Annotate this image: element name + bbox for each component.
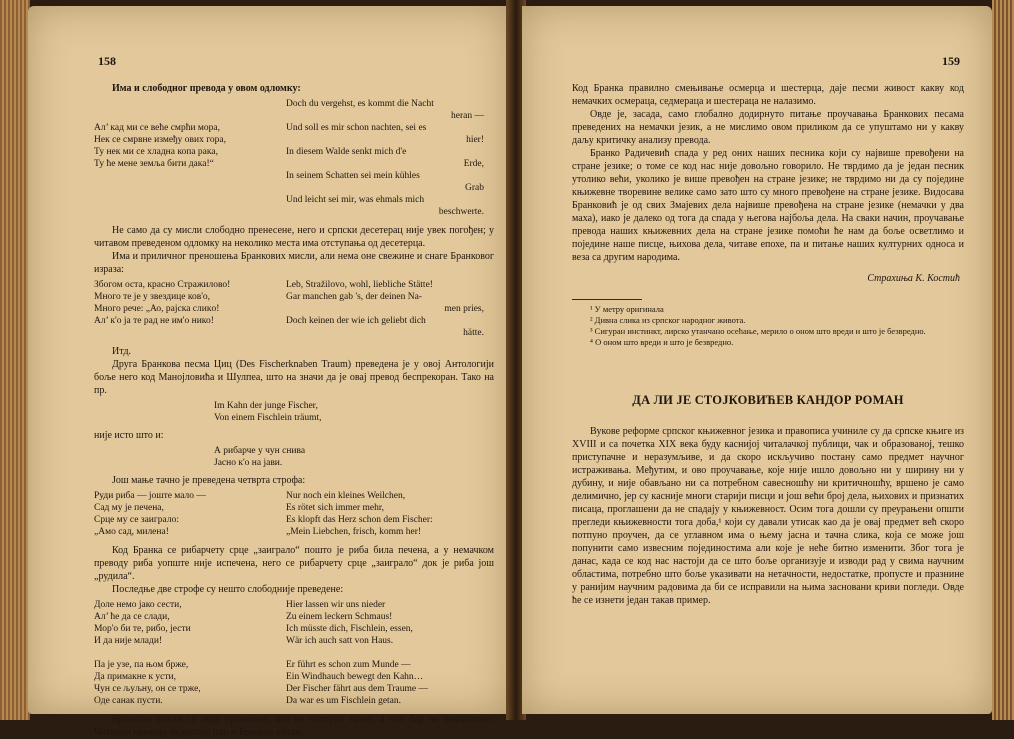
original-verse-column [94,490,286,538]
right-page-paragraphs [572,82,964,264]
verse-line: hier! [466,135,484,145]
verse-line: Von einem Fischlein träumt, [214,413,322,423]
footnote: ² Дивна слика из српског народног живота. [590,315,746,325]
right-page [522,6,992,714]
verse-line: Ту ће мене земља бити дака!“ [94,159,214,169]
verse-line: Доле немо јако сести, [94,600,182,610]
paragraph: Итд. [112,346,132,357]
paragraph: Бранко Радичевић спада у ред оних наших песника који су највише превођени на стране језике; о томе се код нас није довољно говорило. Не тврдимо да је један песник утолико већи, уколико је више превођен на стране језике; не тврдимо ни да су поједине књижевне творевине велике само зато што су много превођене на стране језике. Видосава Бранковић је од свих Змајевих дела највише превођена на стране језике (немачки у два маха), иако је далеко од тога да спада у његова најбоља дела. На сваки начин, проучавање превода наших књижевних дела на стране језике помоћи ће нам да боље осветлимо и поједине наше писце, њихова дела, читаве епохе, па и питање наших културних односа и веза са другим народима. [572,148,964,263]
verse-line: Wär ich auch satt von Haus. [286,636,394,646]
verse-line: Leb, Stražilovo, wohl, liebliche Stätte! [286,280,433,290]
verse-line [94,110,286,122]
verse-line: Es klopft das Herz schon dem Fischer: [286,515,433,525]
verse-line: Ein Windhauch bewegt den Kahn… [286,672,424,682]
poem-comparison [94,599,494,707]
poem-comparison [94,490,494,538]
left-page [28,6,508,738]
verse-line: „Mein Liebchen, frisch, komm her! [286,527,422,537]
verse-line: Па је узе, па њом брже, [94,660,189,670]
verse-line: Ich müsste dich, Fischlein, essen, [286,624,413,634]
paragraph: Има и приличног преношења Бранкових мисли, али нема оне свежине и снаге Бранковог израза: [94,251,494,275]
verse-line: Чун се љуљну, он се трже, [94,684,201,694]
right-page-content [572,82,964,607]
verse-line: А рибарче у чун снива [214,446,306,456]
translation-verse-column [286,279,494,339]
verse-line: Ал’ кад ми се веће смрћи мора, [94,123,221,133]
verse-line: Нек се смрвне између ових гора, [94,135,226,145]
verse-line: Nur noch ein kleines Weilchen, [286,491,406,501]
verse-line [286,647,494,659]
verse-line [94,182,286,194]
section-heading: Има и слободног превода у овом одломку: [112,83,301,94]
translation-verse-column [286,490,494,538]
verse-line: In diesem Walde senkt mich d'e [286,147,407,157]
page-number: 158 [98,54,116,68]
verse-line: beschwerte. [438,207,484,217]
quoted-verse [214,445,494,469]
translation-verse-column [286,599,494,707]
verse-line: heran — [451,111,484,121]
verse-line: Јасно к'о на јави. [214,458,283,468]
right-page-edges [992,0,1014,720]
verse-line: In seinem Schatten sei mein kühles [286,171,420,181]
verse-line: И да није млади! [94,636,163,646]
translation-verse-column [286,98,494,218]
footnotes [590,304,964,348]
paragraph: Последње две строфе су нешто слободније преведене: [112,584,344,595]
verse-line: Und soll es mir schon nachten, sei es [286,123,427,133]
paragraph: Бранкове мисли су овде пренесене, ако не потпуно тачно, а оно бар не некоректно. Читавом преводу недостаје још и Бранков ритам, [94,714,494,738]
paragraph: Код Бранка се рибарчету срце „заиграло“ пошто је риба била печена, а у немачком преводу риба уопште није испечена, него се рибарчету срце „заиграло“ док је риба још „рудила“. [94,545,494,582]
verse-line: Grab [465,183,484,193]
verse-line: Der Fischer fährt aus dem Traume — [286,684,428,694]
verse-line: Zu einem leckern Schmaus! [286,612,393,622]
verse-line: hätte. [463,328,484,338]
verse-line: Er führt es schon zum Munde — [286,660,411,670]
verse-line: Hier lassen wir uns nieder [286,600,386,610]
verse-line: Много те је у звездице ков'о, [94,292,211,302]
verse-line [94,647,286,659]
verse-line: Im Kahn der junge Fischer, [214,401,318,411]
verse-line [94,98,286,110]
article-title: ДА ЛИ ЈЕ СТОЈКОВИЋЕВ КАНДОР РОМАН [632,393,904,407]
footnote: ⁴ О оном што вреди и што је безвредно. [590,337,734,347]
verse-line [94,170,286,182]
quoted-verse [214,400,494,424]
paragraph: Код Бранка правилно смењивање осмерца и шестерца, даје песми живост какву код немачких осмераца, седмераца и шестераца не налазимо. [572,83,964,107]
verse-line: men pries, [444,304,484,314]
original-verse-column [94,98,286,218]
paragraph: Друга Бранкова песма Циц (Des Fischerknaben Traum) преведена је у овој Антологији боље него код Манојловића и Шулпеа, што на значи да је овај превод беспрекоран. Тако на пр. [94,359,494,396]
paragraph: Не само да су мисли слободно пренесене, него и српски десетерац није увек погођен; у читавом преведеном одломку на неколико места има отступања од десетерца. [94,225,494,249]
verse-line: Ал’ ће да се слади, [94,612,170,622]
verse-line: Erde, [463,159,484,169]
article-paragraph: Вукове реформе српског књижевног језика и правописа учиниле су да српске књиге из XVIII и са почетка XIX века буду каснијој читалачкој публици, чак и образованој, тешко приступачне и неразумљиве, и да скоро искључиво постану само предмет научног истраживања. Међутим, и ово проучавање, које није ишло довољно ни у ширину ни у дубину, и није обављано ни са потребном савесношћу ни критичношћу, вршено је само делимично, јер су касније многи старији писци и још већи број дела, њихових и признатих писаца, проглашени да не спадају у књижевност. Осим тога дошли су преурањени општи прегледи књижевности тога доба,¹ који су давали утисак као да је овај предмет већ скоро потпуно проучен, да се углавном има о њему јасна и тачна слика, која се може још попунити само извесним појединостима али које је неће битно изменити. Због тога је данас, када се код нас настоји да се што боље организује и изводи рад у свима научним областима, потребно што боље указивати на нетачности, недостатке, пропусте и празнине у ранијим научним радовима да би се исправили на њима засновани криви погледи. Овде ће се изнети један такав пример. [572,426,964,606]
verse-line: Es rötet sich immer mehr, [286,503,385,513]
verse-line: Срце му се заиграло: [94,515,179,525]
verse-line: Сад му је печена, [94,503,164,513]
poem-comparison [94,279,494,339]
verse-line: Da war es um Fischlein getan. [286,696,402,706]
footnote-rule [572,299,642,300]
verse-line: Мор'о би те, рибо, јести [94,624,191,634]
footnote: ¹ У метру оригинала [590,304,664,314]
verse-line: Gar manchen gab 's, der deinen Na- [286,292,422,302]
verse-line: Und leicht sei mir, was ehmals mich [286,195,425,205]
verse-line: Да примакне к усти, [94,672,177,682]
paragraph: није исто што и: [94,430,164,441]
poem-comparison [94,98,494,218]
verse-line: Ал’ к'о ја те рад не им'о нико! [94,316,214,326]
original-verse-column [94,599,286,707]
verse-line: Оде санак пусти. [94,696,163,706]
original-verse-column [94,279,286,339]
verse-line [94,194,286,206]
footnote: ³ Сигуран инстинкт, лирско утанчано осећање, мерило о оном што вреди и што је безвредно. [590,326,926,336]
verse-line: Doch du vergehst, es kommt die Nacht [286,99,434,109]
left-page-content [94,82,494,739]
page-number: 159 [942,54,960,68]
paragraph: Овде је, засада, само глобално додирнуто питање проучавања Бранкових песама преведених на немачки језик, а не мислимо овом приликом да се упуштамо ни у какву даљу критичку анализу превода. [572,109,964,146]
verse-line: Ту нек ми се хладна копа рака, [94,147,218,157]
verse-line: „Амо сад, милена! [94,527,169,537]
verse-line: Много рече: „Ао, рајска сликo! [94,304,220,314]
verse-line: Doch keinen der wie ich geliebt dich [286,316,426,326]
author-signature: Страхиња К. Костић [867,273,960,284]
verse-line: Руди риба — јоште мало — [94,491,206,501]
left-page-edges [0,0,30,720]
verse-line: Збогом оста, красно Стражилово! [94,280,231,290]
paragraph: Још мање тачно је преведена четврта строфа: [112,475,306,486]
